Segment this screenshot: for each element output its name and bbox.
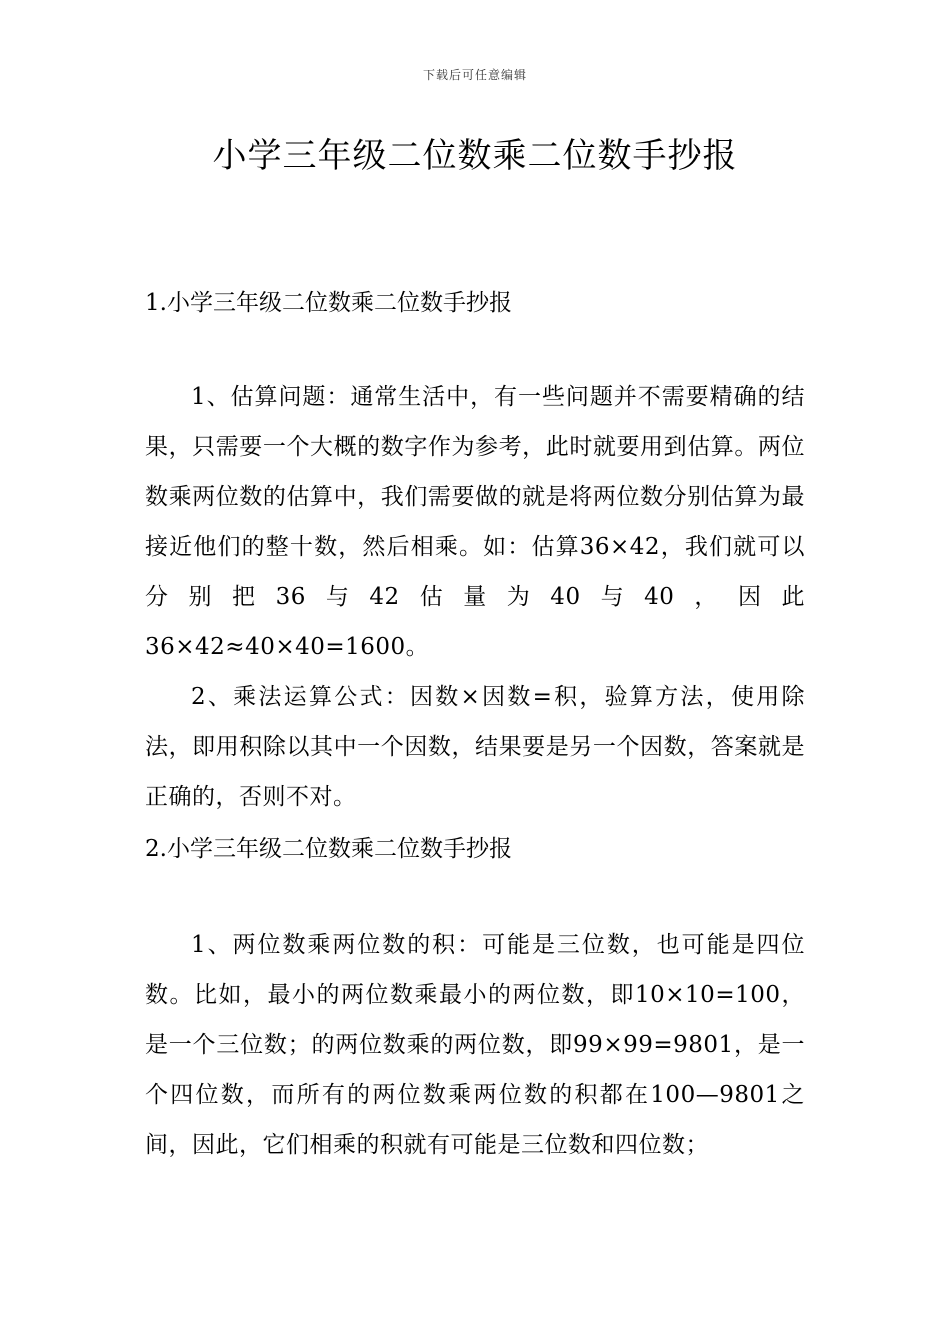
section-heading-2: 2.小学三年级二位数乘二位数手抄报 (145, 836, 512, 862)
section-1-paragraph-2: 2、乘法运算公式：因数×因数=积，验算方法，使用除法，即用积除以其中一个因数，结果要是另一个因数，答案就是正确的，否则不对。 (145, 684, 805, 810)
section-heading-1: 1.小学三年级二位数乘二位数手抄报 (145, 290, 512, 316)
document-title: 小学三年级二位数乘二位数手抄报 (212, 136, 738, 176)
section-2-paragraph-1: 1、两位数乘两位数的积：可能是三位数，也可能是四位数。比如，最小的两位数乘最小的两位数，即10×10=100，是一个三位数；的两位数乘的两位数，即99×99=9801，是一个四位数，而所有的两位数乘两位数的积都在100—9801之间，因此，它们相乘的积就有可能是三位数和四位数； (145, 932, 805, 1158)
section-1-paragraph-1: 1、估算问题：通常生活中，有一些问题并不需要精确的结果，只需要一个大概的数字作为参考，此时就要用到估算。两位数乘两位数的估算中，我们需要做的就是将两位数分别估算为最接近他们的整十数，然后相乘。如：估算36×42，我们就可以分别把36与42估量为40与40，因此36×42≈40×40=1600。 (145, 384, 805, 660)
header-note: 下载后可任意编辑 (422, 68, 527, 82)
